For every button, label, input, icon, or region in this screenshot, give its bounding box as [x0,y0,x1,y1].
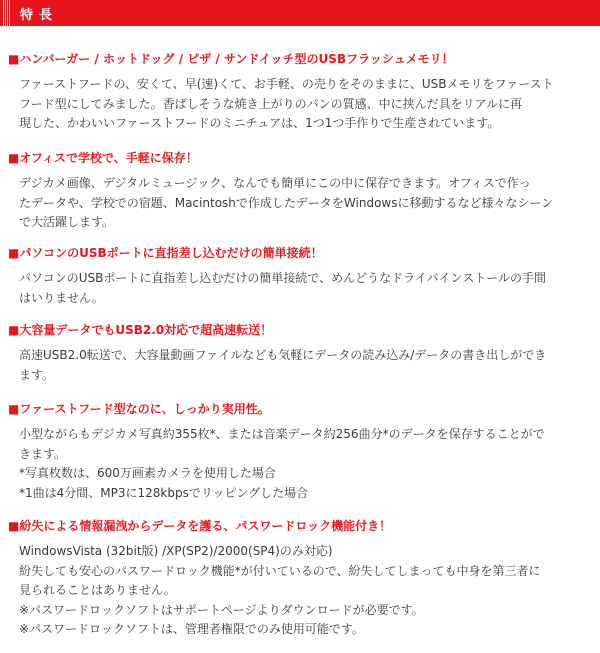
feature-section [0,51,600,134]
feature-section [0,245,600,308]
feature-section [0,401,600,503]
description-line: パソコンのUSBポートに直指差し込むだけの簡単接続で、めんどうなドライバインストールの手間 [19,271,546,285]
description-line: *1曲は4分間、MP3に128kbpsでリッピングした場合 [19,485,309,500]
description-line: フード型にしてみました。香ばしそうな焼き上がりのパンの質感、中に挟んだ具をリアルに再 [19,96,523,111]
description-line: ※パスワードロックソフトは、管理者権限でのみ使用可能です。 [19,622,364,636]
feature-heading: ■ハンバーガー / ホットドッグ / ピザ / サンドイッチ型のUSBフラッシュメモリ！ [8,52,454,66]
feature-description [19,75,590,134]
description-line: デジカメ画像、デジタルミュージック、なんでも簡単にこの中に保存できます。オフィスで作っ [19,176,531,190]
feature-description [19,269,590,308]
feature-heading: ■オフィスで学校で、手軽に保存！ [8,151,198,165]
feature-section [0,322,600,385]
feature-description [19,542,590,640]
feature-heading: ■紛失による情報漏洩からデータを護る、パスワードロック機能付き！ [8,519,392,533]
description-line: きます。 [19,446,67,461]
description-line: WindowsVista (32bit版) /XP(SP2)/2000(SP4)のみ対応) [19,544,333,558]
description-line: ※パスワードロックソフトはサポートページよりダウンロードが必要です。 [19,602,424,617]
feature-section [0,150,600,233]
feature-description [19,174,590,233]
feature-heading: ■パソコンのUSBポートに直指差し込むだけの簡単接続！ [8,246,323,260]
description-line: *写真枚数は、600万画素カメラを使用した場合 [19,466,276,480]
description-line: たデータや、学校での宿題、Macintoshで作成したデータをWindowsに移動するなど様々なシーン [19,195,554,210]
description-line: 現した、かわいいファーストフードのミニチュアは、1つ1つ手作りで生産されています。 [19,116,500,130]
feature-section [0,518,600,640]
description-line: ファーストフードの、安くて、早(速)くて、お手軽、の売りをそのままに、USBメモリをファースト [19,77,554,91]
feature-description [19,346,590,385]
page-title: 特長 [20,7,59,23]
description-line: 小型ながらもデジカメ写真約355枚*、または音楽データ約256曲分*のデータを保存することがで [19,427,545,441]
description-line: 見られることはありません。 [19,583,176,597]
description-line: で大活躍します。 [19,215,115,229]
description-line: 紛失しても安心のパスワードロック機能*が付いているので、紛失してしまっても中身を第三者に [19,563,541,578]
feature-heading: ■ファーストフード型なのに、しっかり実用性。 [8,402,270,416]
header-stripes-decoration [3,0,10,26]
feature-heading: ■大容量データでもUSB2.0対応で超高速転送！ [8,323,273,337]
section-header-bar [0,0,600,26]
description-line: はいりません。 [19,290,104,305]
feature-description [19,425,590,503]
description-line: ます。 [19,367,55,382]
description-line: 高速USB2.0転送で、大容量動画ファイルなども気軽にデータの読み込み/データの書き出しができ [19,348,547,362]
